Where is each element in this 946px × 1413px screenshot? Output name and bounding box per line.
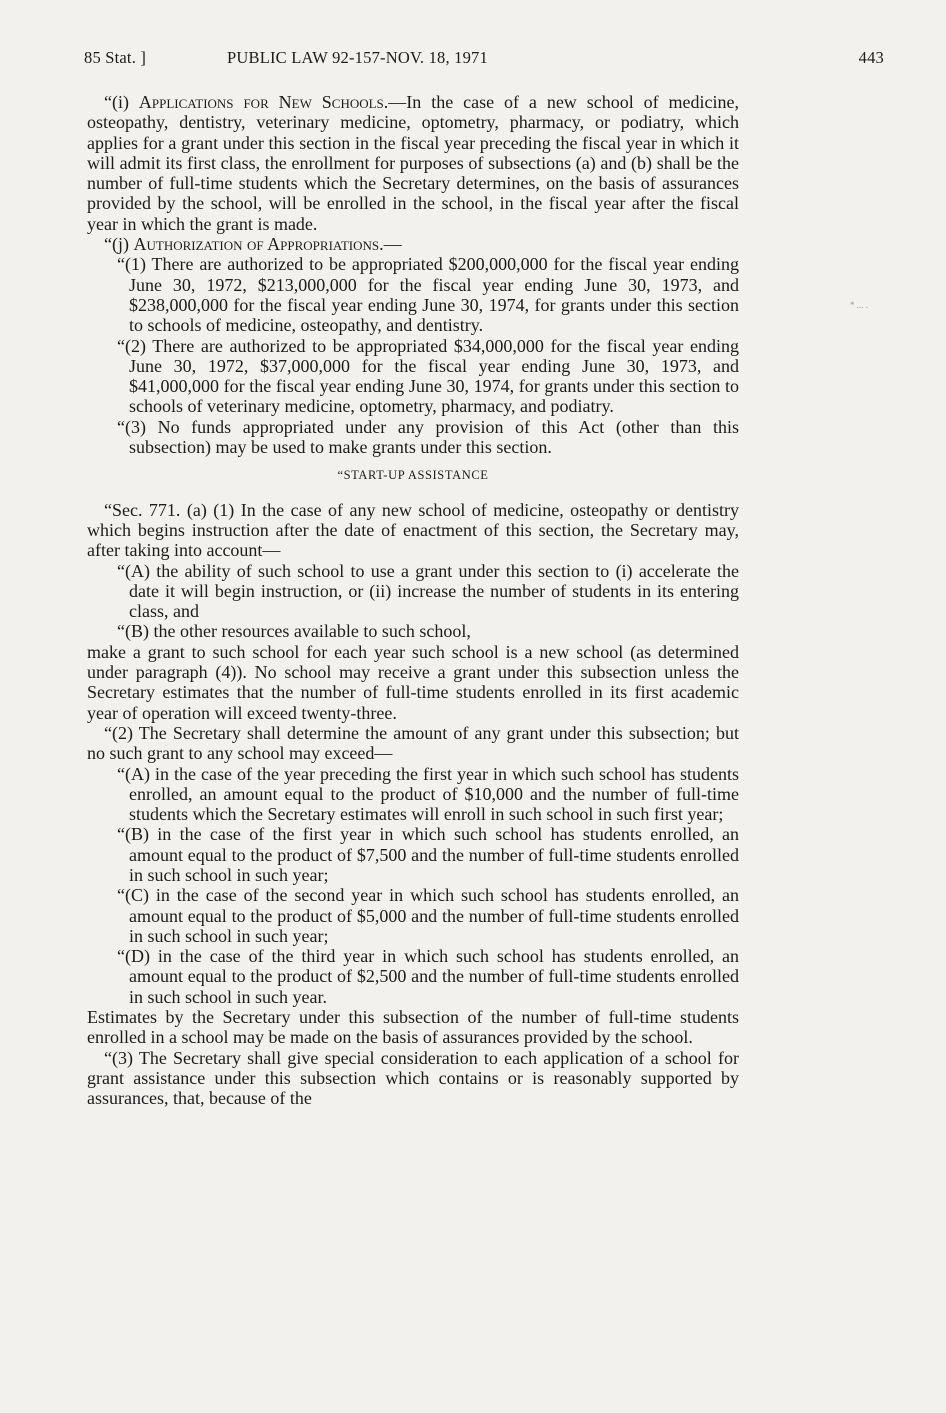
paragraph-a2-C: “(C) in the case of the second year in which such school has students enrolled, an amount equal to the product of $5,000 and the number of full-time students enrolled in such school in such year; [117,885,739,946]
section-heading: Applications for New Schools. [138,92,389,112]
page-number: 443 [858,48,884,67]
paragraph-j2: “(2) There are authorized to be appropriated $34,000,000 for the fiscal year ending June 30, 1972, $37,000,000 for the fiscal year ending June 30, 1973, and $41,000,000 for the fiscal year ending June 30, 1974, for grants under this section to schools of veterinary medicine, optometry, pharmacy, and podiatry. [117,335,739,417]
paragraph-a1-continued: make a grant to such school for each year such school is a new school (as determined under paragraph (4)). No school may receive a grant under this subsection unless the Secretary estimates that the number of full-time students enrolled in its first academic year of operation will exceed twenty-three. [87,641,739,723]
paragraph-a2-B: “(B) in the case of the first year in which such school has students enrolled, an amount equal to the product of $7,500 and the number of full-time students enrolled in such school in such year; [117,824,739,885]
paragraph-a2-D: “(D) in the case of the third year in which such school has students enrolled, an amount equal to the product of $2,500 and the number of full-time students enrolled in such school in such year. [117,946,739,1007]
paragraph-a1-A: “(A) the ability of such school to use a grant under this section to (i) accelerate the date it will begin instruction, or (ii) increase the number of students in its entering class, and [117,560,739,622]
paragraph-a2-A: “(A) in the case of the year preceding the first year in which such school has students enrolled, an amount equal to the product of $10,000 and the number of full-time students which the Secretary estimates will enroll in such school in such first year; [117,763,739,825]
section-title: “START-UP ASSISTANCE [337,468,489,483]
section-heading: Authorization of Appropriations. [133,234,384,255]
margin-note: * ... . [850,300,868,310]
paragraph-i: “(i) Applications for New Schools.—In the case of a new school of medicine, osteopathy, dentistry, veterinary medicine, optometry, pharmacy, or podiatry, which applies for a grant under this section in the fiscal year preceding the fiscal year in which it will admit its first class, the enrollment for purposes of subsections (a) and (b) shall be the number of full-time students which the Secretary determines, on the basis of assurances provided by the school, will be enrolled in the school, in the fiscal year after the fiscal year in which the grant is made. [87,92,740,234]
document-body [87,92,739,1109]
statute-volume: 85 Stat. ] [84,48,147,67]
paragraph-sec771-a1: “Sec. 771. (a) (1) In the case of any new school of medicine, osteopathy or dentistry which begins instruction after the date of enactment of this section, the Secretary may, after taking into account— [87,499,739,561]
paragraph-a2: “(2) The Secretary shall determine the amount of any grant under this subsection; but no such grant to any school may exceed— [87,722,739,764]
paragraph-j: “(j) Authorization of Appropriations.— [104,234,402,255]
paragraph-j3: “(3) No funds appropriated under any provision of this Act (other than this subsection) may be used to make grants under this section. [117,416,739,458]
paragraph-a3: “(3) The Secretary shall give special consideration to each application of a school for grant assistance under this subsection which contains or is reasonably supported by assurances, that, because of the [87,1047,739,1109]
paragraph-a1-B: “(B) the other resources available to such school, [117,621,471,642]
page-header [84,48,884,72]
paragraph-j1: “(1) There are authorized to be appropriated $200,000,000 for the fiscal year ending June 30, 1972, $213,000,000 for the fiscal year ending June 30, 1973, and $238,000,000 for the fiscal year ending June 30, 1974, for grants under this section to schools of medicine, osteopathy, and dentistry. [117,254,739,336]
paragraph-a2-estimates: Estimates by the Secretary under this subsection of the number of full-time students enrolled in a school may be made on the basis of assurances provided by the school. [87,1007,739,1048]
law-title: PUBLIC LAW 92-157-NOV. 18, 1971 [227,48,488,67]
